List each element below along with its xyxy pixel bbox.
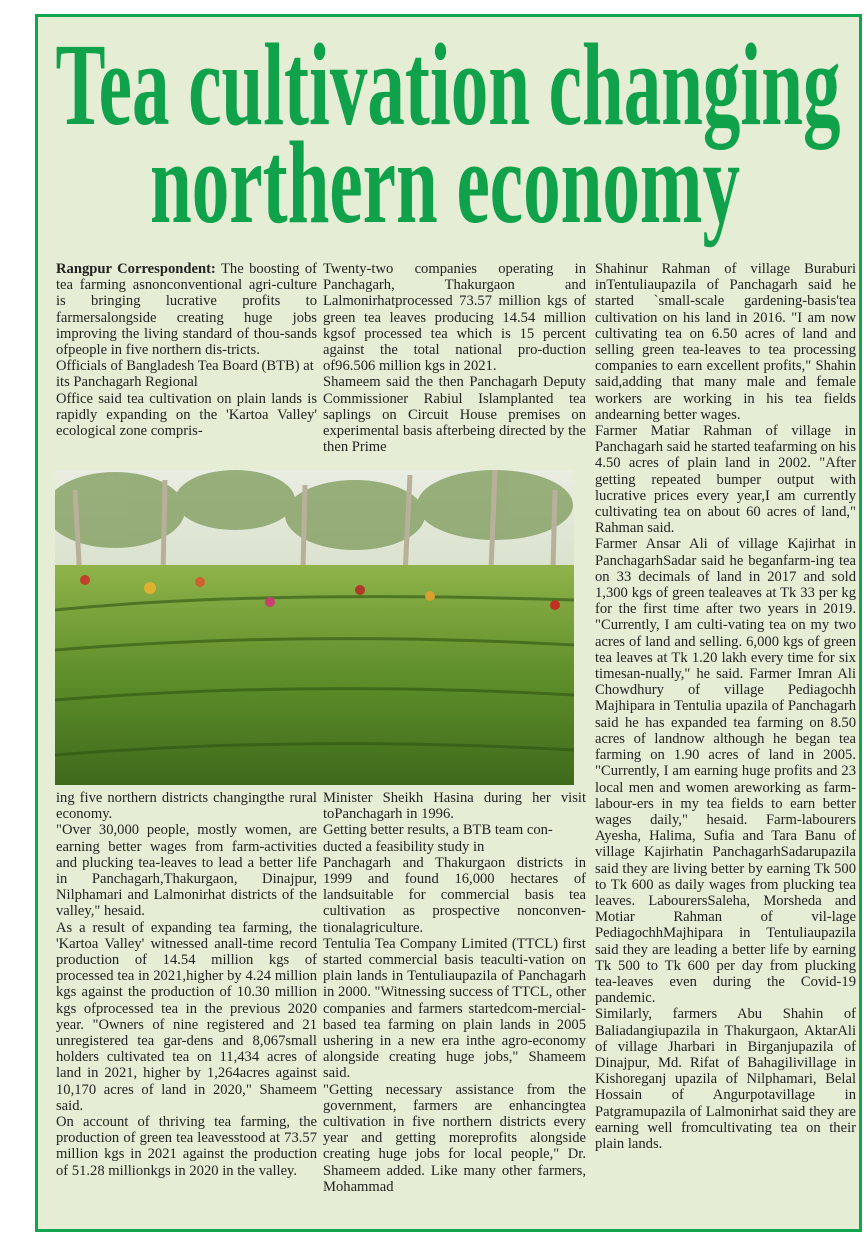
paragraph: "Getting necessary assistance from the government, farmers are enhancingtea cultivation in five northern districts every year and getting moreprofits alongside creating huge jobs for local people," Dr. Shameem added. Like many other farmers, Mohammad <box>323 1081 586 1195</box>
byline: Rangpur Correspondent: <box>56 261 216 277</box>
paragraph: Shahinur Rahman of village Buraburi inTentuliaupazila of Panchagarh said he started `small-scale gardening-basis'tea cultivation on his land in 2016. "I am now cultivating tea on 6.50 acres of land and selling green tea-leaves to tea processing companies to earn excellent profits," Shahin said,adding that many male and female workers are working in his tea fields andearning better wages. <box>595 261 856 423</box>
paragraph: ing five northern districts changingthe rural economy. <box>56 790 317 823</box>
paragraph: Farmer Matiar Rahman of village in Panchagarh said he started teafarming on his 4.50 acres of plain land in 2002. "After getting repeated bumper output with lucrative prices every year,I am currently cultivating tea on about 60 acres of land," Rahman said. <box>595 423 856 537</box>
column-2-bottom <box>323 790 586 1195</box>
paragraph: Farmer Ansar Ali of village Kajirhat in PanchagarhSadar said he beganfarm-ing tea on 33 decimals of land in 2017 and sold 1,300 kgs of green tealeaves at Tk 33 per kg for the first time after two years in 2019. "Currently, I am culti-vating tea on my two acres of land and selling. 6,000 kgs of green tea leaves at Tk 1.20 lakh every time for six timesan-nually," he said. Farmer Imran Ali Chowdhury of village Pediagochh Majhipara in Tentulia upazila of Panchagarh said he has expanded tea farming on 8.50 acres of landnow although he began tea farming on 1.90 acres of land in 2005. "Currently, I am earning huge profits and 23 local men and women areworking as farm-labour-ers in my tea fields to earn better wages daily," hesaid. Farm-labourers Ayesha, Halima, Sufia and Tara Banu of village Kajirhatin PanchagarhSadarupazila said they are living better by earning Tk 500 to Tk 600 as daily wages from plucking tea leaves. LabourersSaleha, Morsheda and Motiar Rahman of vil-lage PediagochhMajhipara in Tentuliaupazila said they are leading a better life by earning Tk 500 to Tk 600 per day from plucking tea-leaves even during the Covid-19 pandemic. <box>595 536 856 1007</box>
paragraph: "Over 30,000 people, mostly women, are earning better wages from farm-activities and plucking tea-leaves to lead a better life in Panchagarh,Thakurgaon, Dinajpur, Nilphamari and Lalmonirhat districts of the valley," hesaid. <box>56 822 317 920</box>
headline <box>0 0 868 250</box>
paragraph: Shameem said the then Panchagarh Deputy Commissioner Rabiul Islamplanted tea saplings on Circuit House premises on experimental basis afterbeing directed by the then Prime <box>323 374 586 456</box>
paragraph: Office said tea cultivation on plain lands is rapidly expanding on the 'Kartoa Valley' ecological zone compris- <box>56 390 317 440</box>
column-1-bottom <box>56 790 317 1179</box>
headline-line-2: northern economy <box>150 117 740 248</box>
paragraph: Getting better results, a BTB team con-ducted a feasibility study in <box>323 822 553 855</box>
column-3 <box>595 261 856 1152</box>
paragraph: On account of thriving tea farming, the production of green tea leavesstood at 73.57 million kgs in 2021 against the production of 51.28 millionkgs in 2020 in the valley. <box>56 1114 317 1179</box>
paragraph <box>56 261 317 358</box>
headline-line-1: Tea cultivation changing <box>55 19 841 150</box>
paragraph: Similarly, farmers Abu Shahin of Baliadangiupazila in Thakurgaon, AktarAli of village Jharbari in Birganjupazila of Dinajpur, Md. Rifat of Bahagilivillage in Kishoreganj upazila of Nilphamari, Belal Hossain of Angurpotavillage in Patgramupazila of Lalmonirhat said they are earning well fromcultivating tea on their plain lands. <box>595 1006 856 1152</box>
paragraph: Minister Sheikh Hasina during her visit toPanchagarh in 1996. <box>323 790 586 823</box>
paragraph: Tentulia Tea Company Limited (TTCL) first started commercial basis teaculti-vation on plain lands in Tentuliaupazila of Panchagarh in 2000. "Witnessing success of TTCL, other companies and farmers startedcom-mercial-based tea farming on plain lands in 2005 ushering in a new era inthe agro-economy alongside creating huge jobs," Shameem said. <box>323 935 586 1082</box>
paragraph-text: The boosting of tea farming asnonconventional agri-culture is bringing lucrative profits to farmersalongside creating huge jobs improving the living standard of thou-sands ofpeople in five northern dis-tricts. <box>56 261 317 359</box>
paragraph: Officials of Bangladesh Tea Board (BTB) at its Panchagarh Regional <box>56 358 314 391</box>
column-1-top <box>56 261 317 439</box>
paragraph: As a result of expanding tea farming, the 'Kartoa Valley' witnessed anall-time record production of 14.54 million kgs of processed tea in 2021,higher by 4.24 million kgs against the production of 10.30 million kgs ofprocessed tea in the previous 2020 year. "Owners of nine registered and 21 unregistered tea gar-dens and 8,067small holders cultivated tea on 11,434 acres of land in 2021, higher by 1,264acres against 10,170 acres of land in 2020," Shameem said. <box>56 919 317 1114</box>
tea-garden-photo <box>55 470 574 785</box>
column-2-top <box>323 261 586 455</box>
paragraph: Panchagarh and Thakurgaon districts in 1999 and found 16,000 hectares of landsuitable for commercial basis tea cultivation as prospective nonconven-tionalagriculture. <box>323 854 586 936</box>
paragraph: Twenty-two companies operating in Panchagarh, Thakurgaon and Lalmonirhatprocessed 73.57 million kgs of green tea leaves producing 14.54 million kgsof processed tea which is 15 percent against the total national pro-duction of96.506 million kgs in 2021. <box>323 261 586 375</box>
